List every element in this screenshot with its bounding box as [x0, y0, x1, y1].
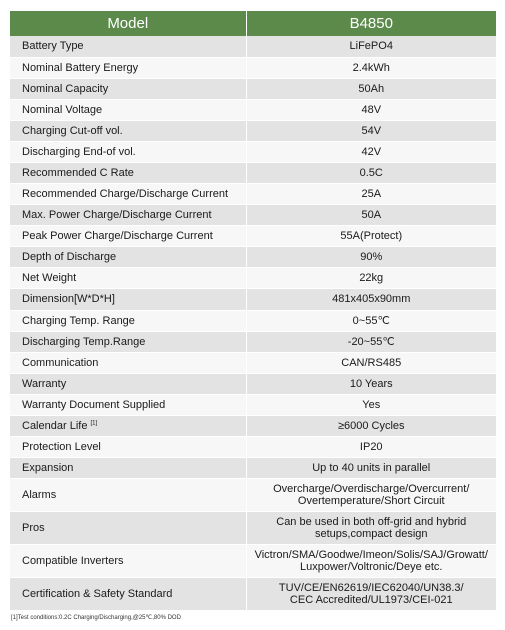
- spec-label-cell: [10, 331, 246, 352]
- spec-row: [10, 57, 496, 78]
- spec-value-cell: [246, 331, 496, 352]
- spec-row: [10, 36, 496, 57]
- spec-value-cell: [246, 352, 496, 373]
- spec-label: Max. Power Charge/Discharge Current: [22, 208, 212, 221]
- spec-label-cell: [10, 183, 246, 204]
- spec-value: 2.4kWh: [352, 61, 390, 74]
- spec-row: [10, 577, 496, 610]
- spec-label-cell: [10, 511, 246, 544]
- footnote: [1]Test conditions:0.2C Charging/Discharging,@25℃,80% DOD: [11, 615, 181, 621]
- spec-row: [10, 457, 496, 478]
- spec-row: [10, 352, 496, 373]
- spec-label: Discharging Temp.Range: [22, 335, 146, 348]
- spec-label: Recommended Charge/Discharge Current: [22, 187, 229, 200]
- spec-value-line: Can be used in both off-grid and hybrid: [276, 515, 467, 528]
- spec-label-cell: [10, 310, 246, 331]
- spec-value-line: CEC Accredited/UL1973/CEI-021: [289, 593, 453, 606]
- spec-value: -20~55℃: [347, 335, 395, 348]
- spec-label: Net Weight: [22, 271, 77, 284]
- spec-value: LiFePO4: [349, 40, 393, 53]
- spec-label-cell: [10, 415, 246, 436]
- spec-row: [10, 544, 496, 577]
- spec-label: Certification & Safety Standard: [22, 587, 173, 600]
- spec-value-cell: [246, 141, 496, 162]
- spec-label: Expansion: [22, 461, 74, 474]
- spec-value: 90%: [360, 250, 383, 263]
- spec-value-cell: [246, 457, 496, 478]
- spec-value-cell: [246, 78, 496, 99]
- spec-label-cell: [10, 120, 246, 141]
- spec-value: 50Ah: [358, 82, 385, 95]
- spec-label-cell: [10, 78, 246, 99]
- spec-value: 22kg: [359, 271, 384, 284]
- spec-label-cell: [10, 246, 246, 267]
- spec-value-cell: [246, 544, 496, 577]
- spec-value: 0.5C: [359, 166, 383, 179]
- spec-value-cell: [246, 478, 496, 511]
- spec-value-cell: [246, 310, 496, 331]
- spec-label: Compatible Inverters: [22, 554, 124, 567]
- spec-label-cell: [10, 436, 246, 457]
- spec-label: Charging Cut-off vol.: [22, 124, 123, 137]
- spec-value-cell: [246, 511, 496, 544]
- spec-row: [10, 394, 496, 415]
- spec-row: [10, 162, 496, 183]
- spec-row: [10, 225, 496, 246]
- spec-label: Depth of Discharge: [22, 250, 117, 263]
- spec-row: [10, 310, 496, 331]
- spec-label-cell: [10, 36, 246, 57]
- spec-row: [10, 436, 496, 457]
- spec-label-cell: [10, 577, 246, 610]
- spec-value-line: Overtemperature/Short Circuit: [297, 494, 445, 507]
- spec-value: IP20: [359, 440, 383, 453]
- spec-row: [10, 267, 496, 288]
- spec-label: Nominal Battery Energy: [22, 61, 139, 74]
- spec-row: [10, 373, 496, 394]
- spec-value: 55A(Protect): [340, 229, 403, 242]
- spec-value-cell: [246, 436, 496, 457]
- spec-value-line: setups,compact design: [314, 527, 428, 540]
- spec-value-cell: [246, 246, 496, 267]
- spec-label: Charging Temp. Range: [22, 314, 135, 327]
- spec-value-cell: [246, 225, 496, 246]
- spec-label: Dimension[W*D*H]: [22, 293, 115, 305]
- spec-label-cell: [10, 288, 246, 310]
- spec-value-cell: [246, 36, 496, 57]
- spec-label: Protection Level: [22, 440, 101, 453]
- spec-value: Yes: [362, 398, 381, 411]
- spec-value: 50A: [361, 208, 382, 221]
- spec-value-cell: [246, 267, 496, 288]
- spec-label-cell: [10, 57, 246, 78]
- spec-label: Alarms: [22, 488, 57, 501]
- spec-row: [10, 99, 496, 120]
- spec-value-line: Victron/SMA/Goodwe/Imeon/Solis/SAJ/Growatt/: [254, 548, 488, 561]
- spec-value: 10 Years: [349, 377, 393, 390]
- spec-row: [10, 204, 496, 225]
- spec-label-cell: [10, 352, 246, 373]
- spec-label: Pros: [22, 521, 45, 534]
- spec-label-cell: [10, 394, 246, 415]
- spec-value: 54V: [361, 124, 382, 137]
- spec-row: [10, 246, 496, 267]
- spec-label-cell: [10, 478, 246, 511]
- spec-value: 48V: [361, 103, 382, 116]
- spec-value: CAN/RS485: [341, 356, 402, 369]
- spec-value-cell: [246, 415, 496, 436]
- spec-value-cell: [246, 162, 496, 183]
- header-model-label: Model: [10, 11, 246, 36]
- spec-value: ≥6000 Cycles: [337, 419, 405, 432]
- spec-label: Warranty: [22, 377, 67, 390]
- header-model-value: B4850: [246, 11, 496, 36]
- spec-value-line: TUV/CE/EN62619/IEC62040/UN38.3/: [278, 581, 464, 594]
- spec-label: Peak Power Charge/Discharge Current: [22, 229, 213, 242]
- spec-value-cell: [246, 183, 496, 204]
- spec-value-cell: [246, 577, 496, 610]
- spec-label-cell: [10, 204, 246, 225]
- spec-row: [10, 415, 496, 436]
- footnote-ref: [1]: [90, 419, 98, 426]
- spec-label: Battery Type: [22, 40, 84, 53]
- spec-value-cell: [246, 288, 496, 310]
- spec-label-cell: [10, 267, 246, 288]
- spec-label-cell: [10, 141, 246, 162]
- spec-label-cell: [10, 225, 246, 246]
- spec-label: Calendar Life: [22, 419, 88, 432]
- spec-label: Nominal Voltage: [22, 103, 103, 116]
- spec-row: [10, 183, 496, 204]
- spec-value: 42V: [361, 145, 382, 158]
- spec-row: [10, 331, 496, 352]
- spec-label-cell: [10, 457, 246, 478]
- spec-value-cell: [246, 373, 496, 394]
- spec-body: [10, 36, 496, 610]
- spec-row: [10, 141, 496, 162]
- spec-label: Communication: [22, 356, 99, 369]
- spec-label: Discharging End-of vol.: [22, 145, 136, 158]
- spec-value-cell: [246, 57, 496, 78]
- spec-row: [10, 120, 496, 141]
- spec-row: [10, 78, 496, 99]
- spec-value-cell: [246, 204, 496, 225]
- spec-value: 25A: [361, 187, 382, 200]
- spec-value-cell: [246, 99, 496, 120]
- spec-label-cell: [10, 373, 246, 394]
- spec-row: [10, 511, 496, 544]
- spec-value: 0~55℃: [352, 314, 390, 327]
- spec-label: Nominal Capacity: [22, 82, 109, 95]
- spec-row: [10, 288, 496, 310]
- spec-value-line: Overcharge/Overdischarge/Overcurrent/: [273, 482, 470, 495]
- spec-label: Warranty Document Supplied: [22, 398, 166, 411]
- header-row: [10, 11, 496, 36]
- spec-value-line: Luxpower/Voltronic/Deye etc.: [300, 560, 443, 573]
- spec-value: Up to 40 units in parallel: [312, 461, 431, 474]
- spec-row: [10, 478, 496, 511]
- spec-value-cell: [246, 120, 496, 141]
- spec-table: [10, 11, 496, 611]
- spec-label-cell: [10, 162, 246, 183]
- spec-value-cell: [246, 394, 496, 415]
- spec-label-cell: [10, 544, 246, 577]
- spec-label-cell: [10, 99, 246, 120]
- spec-label: Recommended C Rate: [22, 166, 134, 179]
- spec-value: 481x405x90mm: [332, 293, 411, 305]
